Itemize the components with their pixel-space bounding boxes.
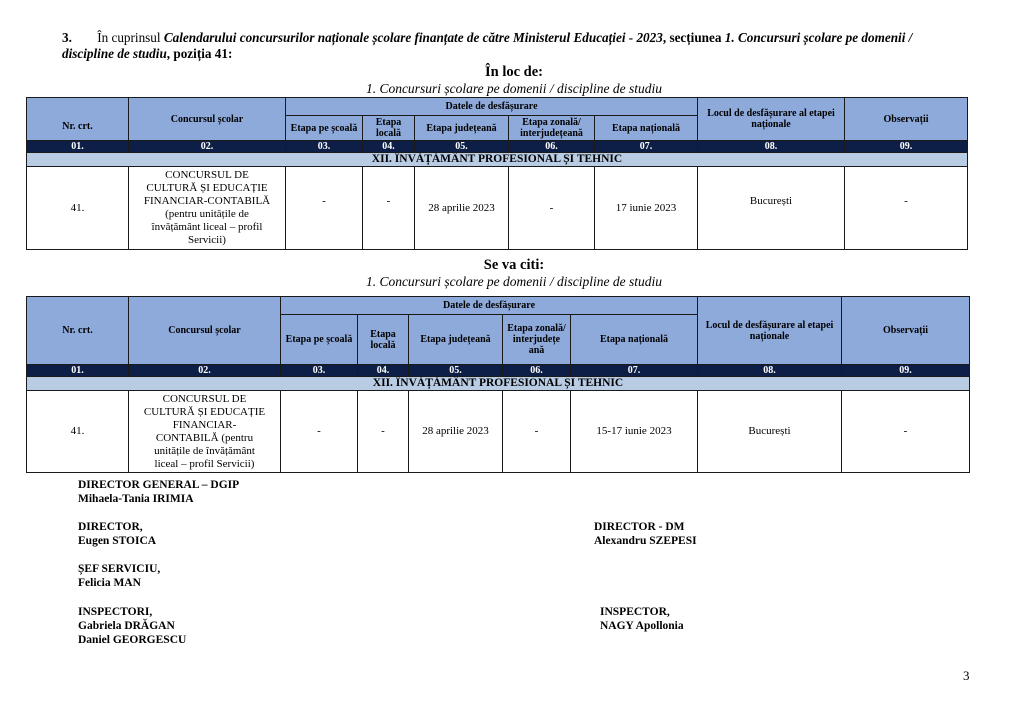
new-heading: Se va citi: — [483, 257, 545, 273]
header-locul: Locul de desfășurare al etapei naționale — [698, 98, 845, 141]
signature-inspectori: INSPECTORI, Gabriela DRĂGAN Daniel GEORGESCU — [78, 606, 187, 646]
item-number: 3. — [62, 30, 72, 45]
header-etapa-zonala: Etapa zonală/ interjudețeană — [509, 116, 595, 141]
page-number: 3 — [963, 668, 970, 683]
signature-sef-serviciu: ȘEF SERVICIU, Felicia MAN — [78, 563, 161, 589]
concurs-name: CONCURSUL DE CULTURĂ ȘI EDUCAȚIE FINANCIAR- CONTABILĂ (pentru unitățile de învățământ liceal – profil Servicii) — [129, 391, 281, 473]
header-datele: Datele de desfășurare — [281, 297, 698, 315]
header-concursul: Concursul școlar — [129, 297, 281, 365]
section-row: XII. ÎNVĂȚĂMÂNT PROFESIONAL ȘI TEHNIC — [27, 153, 968, 167]
header-etapa-judeteana: Etapa județeană — [409, 315, 503, 365]
header-nr-crt: Nr. crt. — [27, 297, 129, 365]
old-heading: În loc de: — [485, 64, 543, 80]
header-nr-crt: Nr. crt. — [27, 98, 129, 141]
header-concursul: Concursul școlar — [129, 98, 286, 141]
header-etapa-judeteana: Etapa județeană — [415, 116, 509, 141]
header-etapa-nationala: Etapa națională — [595, 116, 698, 141]
signature-director-dm: DIRECTOR - DM Alexandru SZEPESI — [594, 521, 697, 547]
header-etapa-locala: Etapa locală — [363, 116, 415, 141]
table-row: 41. CONCURSUL DE CULTURĂ ȘI EDUCAȚIE FINANCIAR- CONTABILĂ (pentru unitățile de învățământ liceal – profil Servicii) - - 28 aprilie 2023 - 15-17 iunie 2023 București - — [27, 391, 970, 473]
intro-paragraph: 3. În cuprinsul Calendarului concursurilor naționale școlare finanțate de către Ministerul Educației - 2023, secțiunea 1. Concursuri școlare pe domenii / discipline de studiu, poziția 41: — [62, 30, 913, 61]
header-locul: Locul de desfășurare al etapei naționale — [698, 297, 842, 365]
header-etapa-nationala: Etapa națională — [571, 315, 698, 365]
header-observatii: Observații — [845, 98, 968, 141]
header-etapa-scoala: Etapa pe școală — [281, 315, 358, 365]
table-old — [26, 97, 968, 250]
position-number: 41: — [214, 46, 233, 61]
signature-director-general: DIRECTOR GENERAL – DGIP Mihaela-Tania IRIMIA — [78, 479, 240, 505]
old-subheading: 1. Concursuri școlare pe domenii / discipline de studiu — [365, 81, 663, 96]
signature-director: DIRECTOR, Eugen STOICA — [78, 521, 157, 547]
section-name: 1. Concursuri școlare pe domenii / discipline de studiu — [62, 30, 913, 61]
codes-row: 01. 02. 03. 04. 05. 06. 07. 08. 09. — [27, 141, 968, 153]
header-etapa-locala: Etapa locală — [358, 315, 409, 365]
table-new — [26, 296, 970, 473]
new-subheading: 1. Concursuri școlare pe domenii / discipline de studiu — [365, 274, 663, 289]
header-observatii: Observații — [842, 297, 970, 365]
header-datele: Datele de desfășurare — [286, 98, 698, 116]
calendar-title: Calendarului concursurilor naționale școlare finanțate de către Ministerul Educației - 2023 — [163, 30, 663, 45]
codes-row: 01. 02. 03. 04. 05. 06. 07. 08. 09. — [27, 365, 970, 377]
signature-inspector: INSPECTOR, NAGY Apollonia — [600, 606, 684, 632]
concurs-name: CONCURSUL DE CULTURĂ ȘI EDUCAȚIE FINANCIAR-CONTABILĂ (pentru unitățile de învățământ liceal – profil Servicii) — [129, 167, 286, 250]
header-etapa-scoala: Etapa pe școală — [286, 116, 363, 141]
header-etapa-zonala: Etapa zonală/ interjudețe ană — [503, 315, 571, 365]
table-row: 41. CONCURSUL DE CULTURĂ ȘI EDUCAȚIE FINANCIAR-CONTABILĂ (pentru unitățile de învățământ liceal – profil Servicii) - - 28 aprilie 2023 - 17 iunie 2023 București - — [27, 167, 968, 250]
section-row: XII. ÎNVĂȚĂMÂNT PROFESIONAL ȘI TEHNIC — [27, 377, 970, 391]
